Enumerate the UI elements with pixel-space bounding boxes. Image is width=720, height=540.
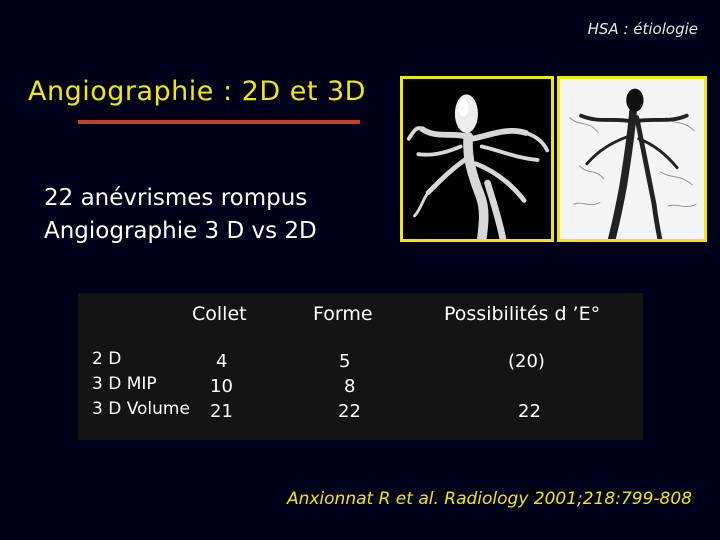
cell-3d-mip-collet: 10	[210, 376, 233, 397]
header-possibilites: Possibilités d ’E°	[444, 303, 601, 325]
citation: Anxionnat R et al. Radiology 2001;218:799-808	[286, 489, 692, 509]
header-collet: Collet	[192, 303, 247, 325]
title-underline	[78, 120, 360, 124]
body-line-2: Angiographie 3 D vs 2D	[44, 218, 317, 244]
row-label-3d-volume: 3 D Volume	[92, 399, 190, 419]
body-text	[44, 182, 317, 248]
header-forme: Forme	[313, 303, 373, 325]
slide-header-topic: HSA : étiologie	[587, 20, 698, 38]
cell-3d-volume-possibilites: 22	[518, 401, 541, 422]
cell-2d-possibilites: (20)	[508, 351, 545, 372]
slide-title: Angiographie : 2D et 3D	[28, 76, 366, 107]
cell-2d-collet: 4	[216, 351, 228, 372]
cell-3d-mip-forme: 8	[344, 376, 356, 397]
body-line-1: 22 anévrismes rompus	[44, 185, 308, 211]
angiography-2d-image	[557, 76, 707, 242]
comparison-table	[78, 293, 643, 440]
cell-3d-volume-forme: 22	[338, 401, 361, 422]
cell-3d-volume-collet: 21	[210, 401, 233, 422]
cell-2d-forme: 5	[339, 351, 351, 372]
row-label-3d-mip: 3 D MIP	[92, 374, 157, 394]
row-label-2d: 2 D	[92, 349, 122, 369]
angiography-3d-image	[400, 76, 554, 242]
